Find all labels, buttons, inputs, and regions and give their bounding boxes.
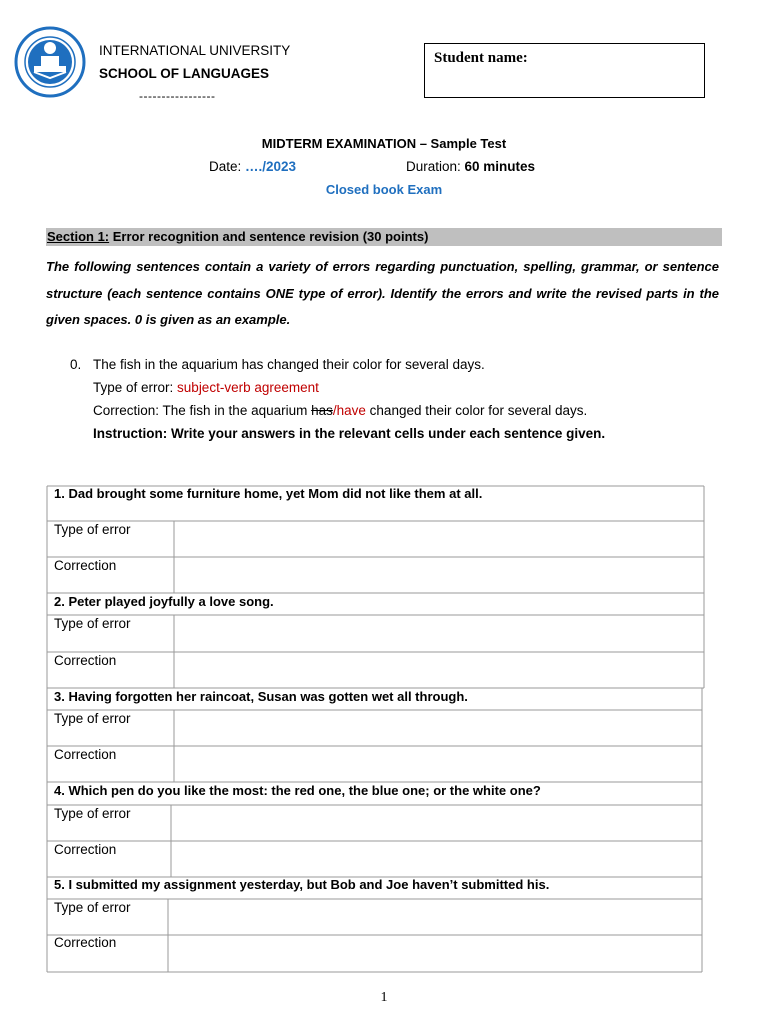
question-3-type-answer[interactable] (175, 711, 701, 745)
question-4-correction-answer[interactable] (172, 842, 701, 876)
example-correction-struck: has (311, 403, 333, 418)
exam-duration (406, 159, 535, 174)
exam-title: MIDTERM EXAMINATION – Sample Test (261, 136, 507, 151)
section-label: Section 1: (47, 229, 110, 244)
question-4-correction-label: Correction (54, 842, 117, 857)
section-instructions: The following sentences contain a variety of errors regarding punctuation, spelling, grammar, or sentence structure (each sentence contains ONE type of error). Identify the errors and write the revised parts in the given spaces. 0 is given as an example. (46, 259, 719, 327)
student-name-label: Student name: (434, 50, 528, 66)
question-3-correction-label: Correction (54, 747, 117, 762)
question-1-correction-answer[interactable] (175, 558, 703, 592)
date-value: …./2023 (245, 159, 297, 174)
duration-value: 60 minutes (464, 159, 536, 174)
question-5-correction-answer[interactable] (169, 936, 701, 971)
exam-date (209, 159, 296, 174)
answer-instruction: Instruction: Write your answers in the relevant cells under each sentence given. (93, 426, 606, 441)
university-name: INTERNATIONAL UNIVERSITY (99, 43, 291, 58)
question-2-correction-label: Correction (54, 653, 117, 668)
duration-label: Duration: (406, 159, 465, 174)
date-label: Date: (209, 159, 246, 174)
question-2-type-answer[interactable] (175, 616, 703, 651)
question-1-correction-label: Correction (54, 558, 117, 573)
question-4-text: 4. Which pen do you like the most: the red one, the blue one; or the white one? (54, 783, 541, 798)
school-name: SCHOOL OF LANGUAGES (99, 66, 270, 81)
question-3-correction-answer[interactable] (175, 747, 701, 781)
example-number: 0. (70, 357, 82, 372)
header-divider: ----------------- (139, 89, 216, 103)
question-2-text: 2. Peter played joyfully a love song. (54, 594, 274, 609)
question-2-type-label: Type of error (54, 616, 131, 631)
question-5-text: 5. I submitted my assignment yesterday, but Bob and Joe haven’t submitted his. (54, 877, 550, 892)
question-4-type-answer[interactable] (172, 806, 701, 840)
question-3-type-label: Type of error (54, 711, 131, 726)
example-type (93, 380, 319, 395)
question-1-type-label: Type of error (54, 522, 131, 537)
question-2-correction-answer[interactable] (175, 653, 703, 687)
example-correction-new: /have (332, 403, 366, 418)
example-sentence: The fish in the aquarium has changed their color for several days. (93, 357, 485, 372)
question-1-type-answer[interactable] (175, 522, 703, 556)
question-5-type-label: Type of error (54, 900, 131, 915)
example-type-value: subject-verb agreement (177, 380, 319, 395)
question-5-type-answer[interactable] (169, 900, 701, 934)
page-number: 1 (380, 990, 388, 1005)
university-logo (14, 26, 86, 98)
question-5-correction-label: Correction (54, 935, 117, 950)
example-correction (93, 403, 587, 418)
example-correction-rest: changed their color for several days. (365, 403, 588, 418)
question-1-text: 1. Dad brought some furniture home, yet Mom did not like them at all. (54, 486, 483, 501)
section-title: Error recognition and sentence revision (30 points) (109, 229, 429, 244)
example-type-label: Type of error: (93, 380, 178, 395)
closed-book-note: Closed book Exam (325, 182, 443, 197)
section-heading (47, 229, 428, 244)
student-name-box[interactable] (424, 43, 705, 98)
example-correction-label: Correction: The fish in the aquarium (93, 403, 312, 418)
question-3-text: 3. Having forgotten her raincoat, Susan was gotten wet all through. (54, 689, 468, 704)
question-4-type-label: Type of error (54, 806, 131, 821)
